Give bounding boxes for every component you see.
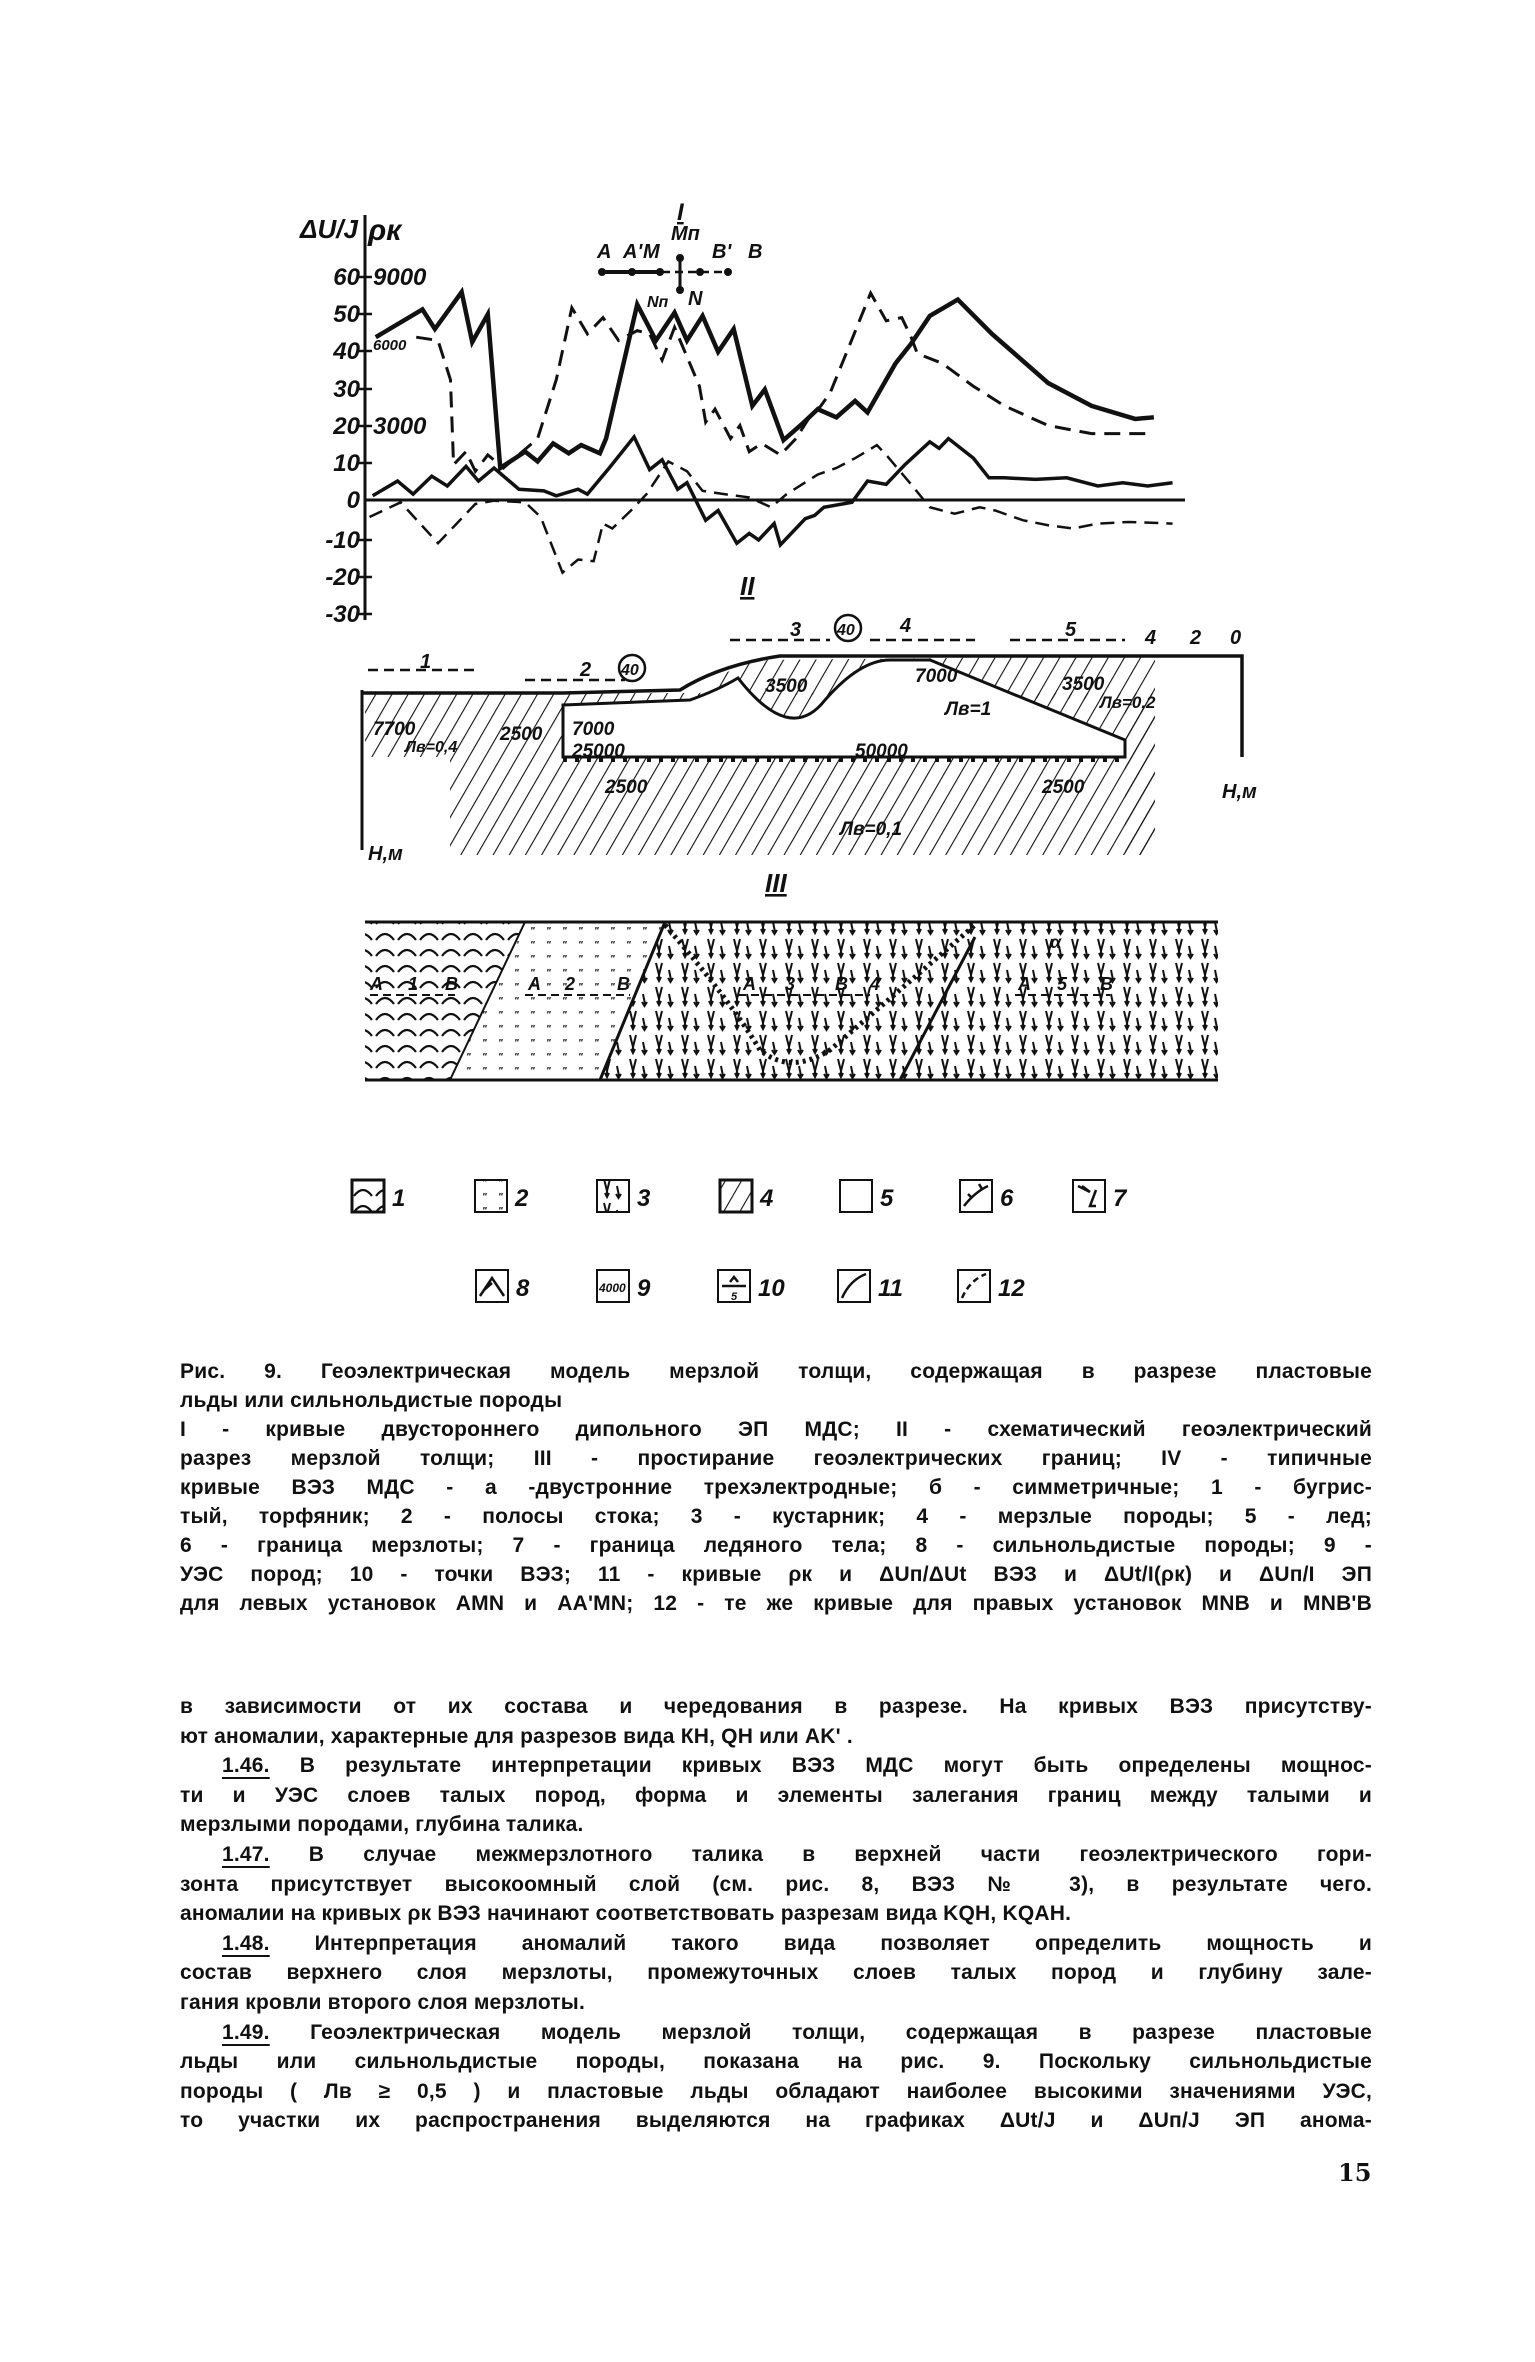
legend-3-icon bbox=[597, 1180, 629, 1212]
figure-label: A bbox=[743, 974, 756, 994]
figure-label: 4 bbox=[1145, 627, 1157, 649]
tick-label: -10 bbox=[325, 527, 360, 554]
legend-12-label: 12 bbox=[998, 1275, 1025, 1302]
figure-label: Лв=1 bbox=[945, 699, 992, 720]
body-line bbox=[180, 1782, 1372, 1810]
figure-label: 2 bbox=[580, 659, 592, 681]
body-line bbox=[222, 1841, 1372, 1869]
tick-label: 0 bbox=[346, 487, 360, 514]
figure-label: 4 bbox=[870, 974, 881, 994]
axis-title-rho: ρк bbox=[368, 214, 402, 247]
paragraph-number: 1.47. bbox=[222, 1843, 270, 1866]
electrode-label: Nп bbox=[647, 294, 669, 311]
legend-1-label: 1 bbox=[392, 1185, 406, 1212]
figure-label: 5 bbox=[1065, 619, 1077, 641]
electrode-label: M bbox=[643, 241, 660, 263]
figure-label: 1 bbox=[408, 974, 419, 994]
legend-2-icon bbox=[475, 1180, 507, 1212]
figure-label: 1 bbox=[420, 651, 432, 673]
tick-label: 60 bbox=[333, 264, 360, 291]
tick-label: 40 bbox=[333, 338, 360, 365]
figure-label: α bbox=[1050, 932, 1062, 952]
legend-8-icon bbox=[476, 1270, 508, 1302]
legend-3-label: 3 bbox=[637, 1185, 651, 1212]
body-line bbox=[180, 2107, 1372, 2135]
body-line-text: Геоэлектрическая модель мерзлой толщи, содержащая в разрезе пластовые bbox=[269, 2020, 1372, 2044]
legend-10-label: 10 bbox=[758, 1275, 785, 1302]
du-curve-right bbox=[370, 445, 1173, 573]
section-label-III: III bbox=[765, 868, 787, 898]
figure-label: 40 bbox=[837, 622, 855, 639]
caption-line: тый, торфяник; 2 - полосы стока; 3 - кустарник; 4 - мерзлые породы; 5 - лед; bbox=[180, 1505, 1372, 1528]
figure-label: 2500 bbox=[605, 777, 648, 798]
figure-label: 2 bbox=[1190, 627, 1202, 649]
section-label-II: II bbox=[740, 571, 755, 601]
figure-label: A bbox=[370, 974, 383, 994]
figure-label: 50000 bbox=[855, 741, 908, 762]
strike-plan bbox=[365, 922, 1218, 1080]
body-line-text: состав верхнего слоя мерзлоты, промежуточных слоев талых пород и глубину зале- bbox=[180, 1961, 1372, 1985]
caption-line: I - кривые двустороннего дипольного ЭП МДС; II - схематический геоэлектрический bbox=[180, 1418, 1372, 1441]
electrode-label: B bbox=[748, 241, 763, 263]
body-line bbox=[222, 2019, 1372, 2047]
electrode-label: Mп bbox=[671, 223, 700, 245]
legend-11-label: 11 bbox=[878, 1275, 903, 1302]
body-line-text: ти и УЭС слоев талых пород, форма и элементы залегания границ между талыми и bbox=[180, 1783, 1372, 1807]
figure-label: B bbox=[445, 974, 458, 994]
body-line bbox=[180, 1989, 1372, 2017]
tick-label: 30 bbox=[333, 376, 360, 403]
figure-label: 7700 bbox=[373, 719, 416, 740]
paragraph-number: 1.48. bbox=[222, 1931, 270, 1955]
legend bbox=[352, 1180, 1128, 1303]
geoelectric-section bbox=[362, 615, 1257, 898]
rho-tick-label: 6000 bbox=[373, 337, 407, 354]
legend-4-label: 4 bbox=[760, 1185, 774, 1212]
body-line-text: гания кровли второго слоя мерзлоты. bbox=[180, 1991, 585, 2014]
legend-8-label: 8 bbox=[516, 1275, 530, 1302]
body-line-text: породы ( Лв ≥ 0,5 ) и пластовые льды обладают наиболее высокими значениями УЭС, bbox=[180, 2079, 1372, 2103]
body-line bbox=[222, 1930, 1372, 1958]
rho-curve-right bbox=[416, 293, 1151, 471]
legend-9-label: 9 bbox=[637, 1275, 651, 1302]
figure-label: 3500 bbox=[765, 676, 808, 697]
body-line-text: аномалии на кривых ρк ВЭЗ начинают соответствовать разрезам вида KQH, KQAH. bbox=[180, 1902, 1072, 1926]
figure-label: 7000 bbox=[572, 719, 615, 740]
legend-1-icon bbox=[352, 1180, 384, 1212]
legend-6-label: 6 bbox=[1000, 1185, 1014, 1212]
caption-line: льды или сильнольдистые породы bbox=[180, 1389, 563, 1412]
body-line-text: Интерпретация аномалий такого вида позволяет определить мощность и bbox=[269, 1931, 1372, 1955]
figure-label: 40 bbox=[621, 662, 639, 679]
figure-label: 3500 bbox=[1062, 674, 1105, 695]
rho-tick-label: 3000 bbox=[373, 413, 427, 440]
figure-label: 0 bbox=[1230, 627, 1242, 649]
tick-label: 10 bbox=[333, 450, 360, 477]
figure-label: B bbox=[1100, 974, 1113, 994]
figure-label: 4000 bbox=[599, 1281, 626, 1295]
body-line-text: в зависимости от их состава и чередования в разрезе. На кривых ВЭЗ присутству- bbox=[180, 1695, 1372, 1718]
legend-6-icon bbox=[960, 1180, 992, 1212]
tick-label: 20 bbox=[333, 413, 360, 440]
legend-2-label: 2 bbox=[515, 1185, 529, 1212]
body-line-text: В случае межмерзлотного талика в верхней части геоэлектрического гори- bbox=[269, 1843, 1372, 1866]
caption-line: УЭС пород; 10 - точки ВЭЗ; 11 - кривые ρк и ΔUп/ΔUt ВЭЗ и ΔUt/I(ρк) и ΔUп/I ЭП bbox=[180, 1563, 1372, 1586]
caption-line: кривые ВЭЗ МДС - а -двустронние трехэлектродные; б - симметричные; 1 - бугрис- bbox=[180, 1476, 1372, 1499]
rho-curve-left bbox=[376, 292, 1154, 468]
figure-label: Лв=0,1 bbox=[840, 819, 903, 840]
electrode-array bbox=[596, 199, 762, 311]
figure-label: 25000 bbox=[572, 741, 625, 762]
legend-7-label: 7 bbox=[1113, 1185, 1127, 1212]
paragraph-number: 1.49. bbox=[222, 2020, 270, 2044]
section-label-I: I bbox=[677, 199, 684, 226]
figure-label: 2500 bbox=[500, 724, 543, 745]
figure-label: 3 bbox=[790, 619, 802, 641]
body-line bbox=[180, 1811, 1372, 1839]
body-line bbox=[180, 1693, 1372, 1721]
caption-line: разрез мерзлой толщи; III - простирание геоэлектрических границ; IV - типичные bbox=[180, 1447, 1372, 1470]
figure-label: B bbox=[835, 974, 848, 994]
body-line-text: то участки их распространения выделяются на графиках ΔUt/J и ΔUп/J ЭП анома- bbox=[180, 2109, 1372, 2133]
body-line bbox=[180, 1871, 1372, 1899]
caption-line: 6 - граница мерзлоты; 7 - граница ледяного тела; 8 - сильнольдистые породы; 9 - bbox=[180, 1534, 1372, 1557]
du-curve-left bbox=[373, 437, 1173, 545]
figure-label: Лв=0,2 bbox=[1100, 693, 1156, 712]
tick-label: -30 bbox=[325, 601, 360, 628]
figure-label: Лв=0,4 bbox=[405, 739, 458, 756]
electrode-label: N bbox=[688, 288, 703, 310]
body-line bbox=[180, 1900, 1372, 1928]
page-number: 15 bbox=[1338, 2158, 1372, 2187]
figure-label: 7000 bbox=[915, 666, 958, 687]
legend-4-icon bbox=[720, 1180, 752, 1212]
legend-5-icon bbox=[840, 1180, 872, 1212]
body-line bbox=[180, 1959, 1372, 1987]
figure-label: B bbox=[617, 974, 630, 994]
body-line bbox=[180, 1723, 1372, 1751]
tick-label: 50 bbox=[333, 301, 360, 328]
figure-label: A bbox=[1018, 974, 1031, 994]
figure-label: 2 bbox=[565, 974, 576, 994]
figure-label: 5 bbox=[731, 1291, 738, 1303]
depth-label-right: Н,м bbox=[1222, 781, 1257, 803]
electrode-label: A bbox=[597, 241, 612, 263]
depth-label-left: Н,м bbox=[368, 843, 403, 865]
body-line-text: зонта присутствует высокоомный слой (см. рис. 8, ВЭЗ № 3), в результате чего. bbox=[180, 1872, 1372, 1896]
paragraph-number: 1.46. bbox=[222, 1754, 270, 1778]
electrode-label: A' bbox=[623, 241, 643, 263]
figure-label: 2500 bbox=[1042, 777, 1085, 798]
body-line bbox=[180, 2078, 1372, 2106]
body-line bbox=[222, 1752, 1372, 1780]
legend-5-label: 5 bbox=[880, 1185, 894, 1212]
axis-title-du: ΔU/J bbox=[300, 214, 358, 244]
figure-label: 3 bbox=[785, 974, 796, 994]
electrode-label: B' bbox=[712, 241, 732, 263]
caption-line: Рис. 9. Геоэлектрическая модель мерзлой толщи, содержащая в разрезе пластовые bbox=[180, 1360, 1372, 1383]
body-line bbox=[180, 2048, 1372, 2076]
tick-label: -20 bbox=[325, 564, 360, 591]
figure-label: 4 bbox=[900, 615, 912, 637]
body-line-text: мерзлыми породами, глубина талика. bbox=[180, 1813, 584, 1837]
figure-label: A bbox=[528, 974, 541, 994]
body-line-text: льды или сильнольдистые породы, показана на рис. 9. Поскольку сильнольдистые bbox=[180, 2050, 1372, 2074]
body-line-text: В результате интерпретации кривых ВЭЗ МДС могут быть определены мощнос- bbox=[269, 1754, 1372, 1778]
body-line-text: ют аномалии, характерные для разрезов вида КН, QH или AK' . bbox=[180, 1724, 853, 1748]
rho-tick-label: 9000 bbox=[373, 264, 427, 291]
caption-line: для левых установок AMN и AA'MN; 12 - те же кривые для правых установок MNB и MNB'B bbox=[180, 1592, 1372, 1615]
figure-label: 5 bbox=[1057, 974, 1068, 994]
profile-chart bbox=[299, 199, 1185, 628]
